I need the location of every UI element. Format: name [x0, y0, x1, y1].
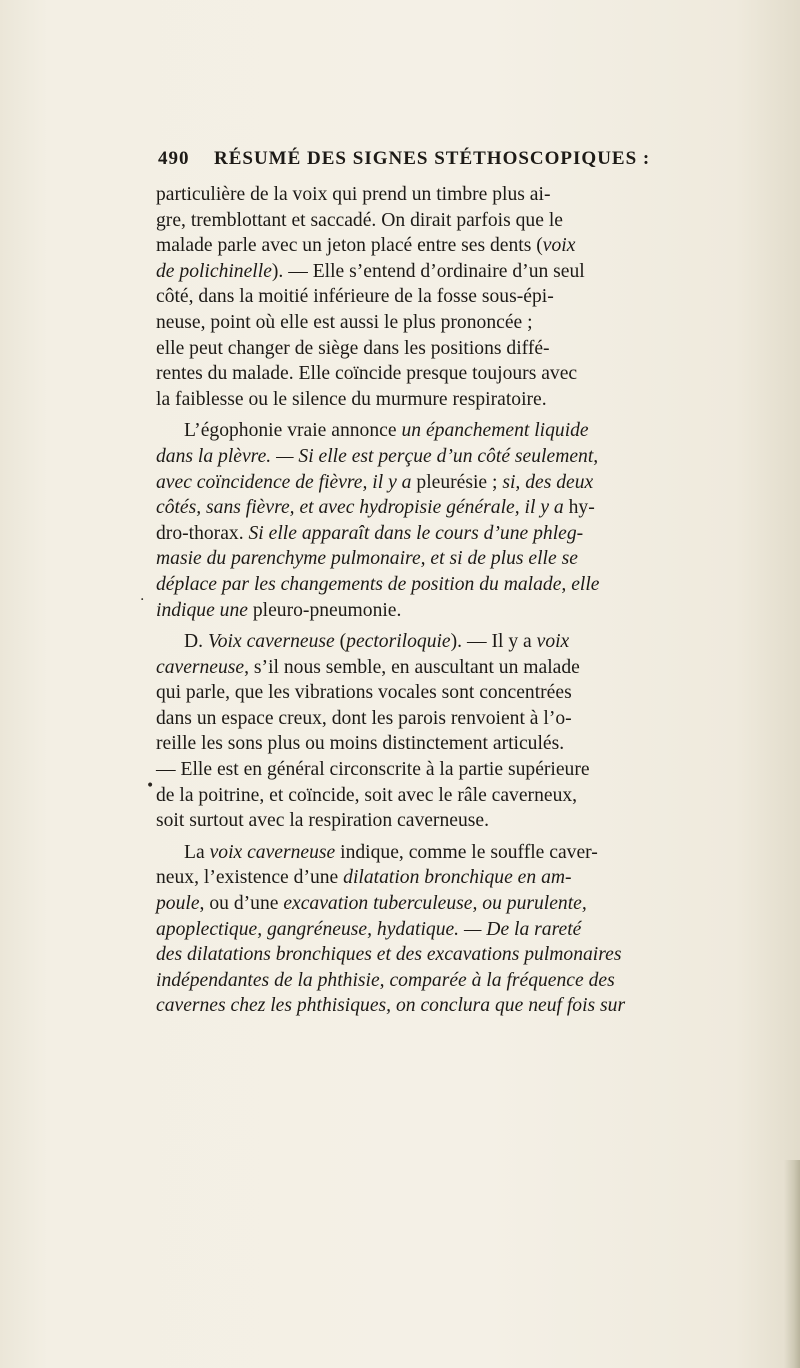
text-line [156, 572, 764, 598]
text-run: la faiblesse ou le silence du murmure respiratoire. [156, 388, 547, 410]
text-run: particulière de la voix qui prend un timbre plus ai- [156, 184, 551, 205]
text-line [156, 757, 764, 783]
running-title: RÉSUMÉ DES SIGNES STÉTHOSCOPIQUES : [214, 148, 651, 169]
text-line [156, 521, 764, 547]
text-run: neux, l’existence d’une [156, 867, 344, 889]
italic-run: avec coïncidence de fièvre, il y a [156, 471, 417, 493]
italic-run: masie du parenchyme pulmonaire, et si de plus elle se [156, 548, 578, 570]
italic-run: voix [542, 235, 576, 257]
italic-run: Voix caverneuse [207, 631, 335, 653]
text-run: côté, dans la moitié inférieure de la fosse sous-épi- [156, 286, 554, 308]
text-line [156, 336, 764, 362]
text-run: qui parle, que les vibrations vocales sont concentrées [156, 682, 572, 704]
text-run: , s’il nous semble, en auscultant un malade [244, 656, 580, 678]
text-line [156, 444, 764, 470]
text-line [156, 418, 764, 444]
text-run: La [184, 841, 210, 863]
text-line [156, 284, 764, 310]
text-run: reille les sons plus ou moins distinctement articulés. [156, 733, 565, 755]
text-run: D. [184, 631, 208, 653]
text-line [156, 968, 764, 994]
italic-run: si, des deux [502, 471, 594, 493]
page-edge-shadow [784, 1160, 800, 1368]
text-line [156, 208, 764, 234]
italic-run: voix caverneuse [209, 841, 336, 863]
italic-run: caverneuse [156, 656, 245, 678]
text-line [156, 917, 764, 943]
text-line [156, 706, 764, 732]
text-run: hy- [568, 497, 595, 519]
text-run: malade parle avec un jeton placé entre ses dents ( [156, 235, 543, 257]
italic-run: apoplectique, gangréneuse, hydatique. — De la rareté [156, 918, 582, 940]
text-line [156, 259, 764, 285]
bullet-mark-icon: • [146, 778, 155, 794]
margin-tick-icon: · [140, 592, 145, 608]
text-line [156, 387, 764, 413]
text-line [156, 993, 764, 1019]
text-run: dans un espace creux, dont les parois renvoient à l’o- [156, 707, 572, 729]
text-run: ). — Il y a [450, 631, 537, 653]
text-run: soit surtout avec la respiration caverneuse. [156, 810, 489, 832]
text-run: indique, comme le souffle caver- [335, 841, 598, 863]
text-run: L’égophonie vraie annonce [184, 420, 402, 442]
text-line [156, 495, 764, 521]
italic-run: pectoriloquie [346, 631, 451, 653]
text-line [156, 655, 764, 681]
italic-run: côtés, sans fièvre, et avec hydropisie générale, il y a [156, 497, 569, 519]
text-line [156, 182, 764, 208]
text-line [156, 470, 764, 496]
text-line [156, 310, 764, 336]
text-run: rentes du malade. Elle coïncide presque toujours avec [156, 363, 578, 385]
text-run: de la poitrine, et coïncide, soit avec le râle caverneux, [156, 784, 578, 806]
text-run: pleurésie ; [416, 471, 503, 493]
text-line [156, 361, 764, 387]
italic-run: de polichinelle [156, 260, 272, 282]
italic-run: voix [536, 631, 570, 653]
italic-run: indique une [156, 599, 253, 621]
text-run: neuse, point où elle est aussi le plus prononcée ; [156, 311, 533, 333]
text-line [156, 546, 764, 572]
italic-run: dilatation bronchique en am- [343, 867, 572, 889]
text-run: pleuro-pneumonie. [252, 599, 402, 621]
text-line [156, 598, 764, 624]
italic-run: dans la plèvre. — Si elle est perçue d’un côté seulement, [156, 445, 599, 467]
italic-run: des dilatations bronchiques et des excavations pulmonaires [156, 944, 622, 966]
text-line [156, 865, 764, 891]
text-line [156, 233, 764, 259]
text-line [156, 629, 764, 655]
text-line [156, 808, 764, 834]
running-header [158, 148, 678, 174]
text-run: , ou d’une [199, 893, 284, 915]
body-text [156, 182, 764, 1019]
italic-run: Si elle apparaît dans le cours d’une phleg- [248, 522, 584, 544]
text-run: ). — Elle s’entend d’ordinaire d’un seul [271, 260, 585, 282]
page-number: 490 [158, 148, 190, 169]
text-line [156, 680, 764, 706]
italic-run: déplace par les changements de position du malade, elle [156, 573, 600, 595]
text-run: dro-thorax. [156, 522, 249, 544]
italic-run: indépendantes de la phthisie, comparée à la fréquence des [156, 969, 615, 991]
italic-run: un épanchement liquide [401, 420, 589, 442]
italic-run: excavation tuberculeuse, ou purulente, [283, 893, 587, 915]
text-line [156, 942, 764, 968]
text-run: elle peut changer de siège dans les positions diffé- [156, 337, 550, 359]
text-line [156, 840, 764, 866]
text-run: ( [334, 631, 347, 653]
text-run: gre, tremblottant et saccadé. On dirait parfois que le [156, 209, 563, 231]
text-line [156, 783, 764, 809]
italic-run: cavernes chez les phthisiques, on conclura que neuf fois sur [156, 995, 626, 1017]
text-run: — Elle est en général circonscrite à la partie supérieure [156, 759, 590, 781]
text-line [156, 891, 764, 917]
italic-run: poule [156, 893, 200, 915]
text-line [156, 731, 764, 757]
